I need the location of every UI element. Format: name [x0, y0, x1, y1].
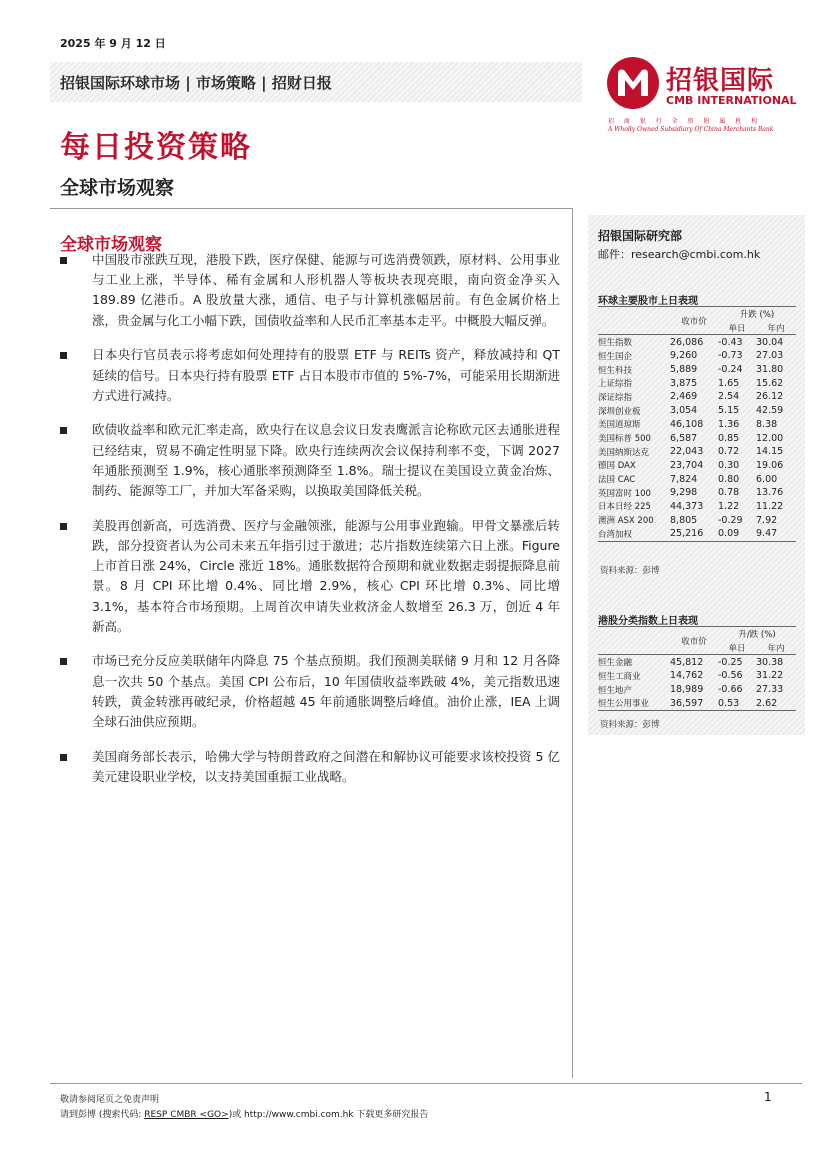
bullet-item: [60, 345, 560, 406]
day-change: 2.54: [718, 391, 740, 403]
index-name: 法国 CAC: [598, 475, 636, 486]
day-change: -0.29: [718, 514, 743, 526]
ytd-change: 12.00: [756, 432, 784, 444]
table-header-blank: [598, 627, 670, 641]
table-row: [598, 486, 796, 500]
bullet-square-icon: [60, 754, 67, 761]
day-change: -0.73: [718, 350, 743, 362]
ytd-change: 15.62: [756, 377, 784, 389]
bullet-text: 市场已充分反应美联储年内降息 75 个基点预期。我们预测美联储 9 月和 12 月各降息一次共 50 个基点。美国 CPI 公布后，10 年国债收益率跌破 4%，美元指数迅速转跌，黄金转涨再破纪录，价格超越 45 年前通胀调整后峰值。油价止涨，IEA 上调全球石油供应预期。: [92, 653, 560, 730]
table-row: [598, 376, 796, 390]
index-name: 上证综指: [598, 379, 633, 390]
table-header-ytd: 年内: [767, 643, 785, 654]
close-price: 6,587: [670, 432, 698, 444]
close-price: 45,812: [670, 656, 704, 668]
ytd-change: 31.22: [756, 670, 784, 682]
table-header-day: 单日: [728, 643, 746, 654]
index-name: 美国纳斯达克: [598, 447, 650, 458]
bullet-list: [60, 250, 560, 802]
bullet-text: 日本央行官员表示将考虑如何处理持有的股票 ETF 与 REITs 资产，释放减持和 QT 延续的信号。日本央行持有股票 ETF 占日本股市市值的 5%-7%，可能采用长期渐进方式进行减持。: [92, 347, 560, 403]
report-date: 2025 年 9 月 12 日: [60, 37, 166, 50]
index-name: 恒生科技: [598, 365, 633, 376]
ytd-change: 27.03: [756, 350, 784, 362]
close-price: 26,086: [670, 336, 704, 348]
research-dept: 招银国际研究部: [598, 229, 683, 243]
logo-english-name: CMB INTERNATIONAL: [666, 94, 797, 107]
hk-sectors-table: [598, 626, 796, 711]
table-row: [598, 335, 796, 349]
divider: [50, 208, 572, 209]
table-row: [598, 445, 796, 459]
day-change: 1.65: [718, 377, 740, 389]
day-change: 0.30: [718, 459, 740, 471]
close-price: 3,875: [670, 377, 698, 389]
table-row: [598, 513, 796, 527]
ytd-change: 42.59: [756, 405, 784, 417]
ytd-change: 2.62: [756, 697, 778, 709]
page-number: 1: [764, 1090, 772, 1104]
close-price: 23,704: [670, 459, 704, 471]
ytd-change: 9.47: [756, 528, 778, 540]
table-header-close: 收市价: [681, 316, 707, 327]
section-title: 全球市场观察: [60, 235, 162, 255]
day-change: 5.15: [718, 405, 740, 417]
table-row: [598, 669, 796, 683]
index-name: 恒生金融: [598, 658, 633, 669]
ytd-change: 7.92: [756, 514, 778, 526]
bullet-item: [60, 516, 560, 637]
bullet-text: 美股再创新高，可选消费、医疗与金融领涨，能源与公用事业跑输。甲骨文暴涨后转跌，部分投资者认为公司未来五年指引过于激进；芯片指数连续第六日上涨。Figure 上市首日涨 24%，Circle 涨近 18%。通胀数据符合预期和就业数据走弱提振降息前景。8 月 CPI 环比增 0.4%、同比增 2.9%，核心 CPI 环比增 0.3%、同比增 3.1%，基本符合市场预期。上周首次申请失业救济金人数增至 26.3 万，创近 4 年新高。: [92, 517, 560, 634]
index-name: 恒生国企: [598, 351, 633, 362]
ytd-change: 13.76: [756, 487, 784, 499]
index-name: 恒生公用事业: [598, 699, 650, 710]
day-change: 0.72: [718, 446, 740, 458]
bullet-item: [60, 420, 560, 501]
day-change: 0.09: [718, 528, 740, 540]
table-row: [598, 683, 796, 697]
index-name: 深圳创业板: [598, 406, 641, 417]
bullet-square-icon: [60, 523, 67, 530]
ytd-change: 11.22: [756, 500, 784, 512]
close-price: 36,597: [670, 697, 704, 709]
ytd-change: 30.38: [756, 656, 784, 668]
ytd-change: 6.00: [756, 473, 778, 485]
table-source: 资料来源：彭博: [600, 566, 660, 576]
day-change: 1.22: [718, 500, 740, 512]
table-header-blank: [598, 307, 670, 321]
logo-tagline-cn: 招 商 银 行 全 资 附 属 机 构: [608, 118, 762, 125]
close-price: 14,762: [670, 670, 704, 682]
index-name: 恒生地产: [598, 685, 633, 696]
footer-text: 请到彭博 (搜索代码:: [60, 1110, 145, 1120]
index-name: 美国标普 500: [598, 434, 651, 445]
table-header-day: 单日: [728, 323, 746, 334]
close-price: 44,373: [670, 500, 704, 512]
bullet-square-icon: [60, 658, 67, 665]
logo-chinese-name: 招银国际: [666, 66, 775, 96]
index-name: 恒生工商业: [598, 671, 641, 682]
table-row: [598, 655, 796, 669]
table-row: [598, 500, 796, 514]
index-name: 英国富时 100: [598, 488, 651, 499]
close-price: 22,043: [670, 446, 704, 458]
table-row: [598, 696, 796, 710]
bullet-item: [60, 651, 560, 732]
table-row: [598, 404, 796, 418]
footer-text: )或 http://www.cmbi.com.hk 下载更多研究报告: [228, 1110, 429, 1120]
ytd-change: 26.12: [756, 391, 784, 403]
day-change: 0.80: [718, 473, 740, 485]
ytd-change: 27.33: [756, 684, 784, 696]
table-header-close: 收市价: [681, 636, 707, 647]
close-price: 9,260: [670, 350, 698, 362]
close-price: 9,298: [670, 487, 698, 499]
bullet-text: 欧债收益率和欧元汇率走高，欧央行在议息会议日发表鹰派言论称欧元区去通胀进程已经结束，贸易不确定性明显下降。欧央行连续两次会议保持利率不变，下调 2027 年通胀预测至 1.9%，核心通胀率预测降至 1.8%。瑞士提议在美国设立黄金冶炼、制药、能源等工厂，并加大军备采购，以换取美国降低关税。: [92, 422, 560, 499]
day-change: 0.53: [718, 697, 740, 709]
bullet-item: [60, 250, 560, 331]
page-title: 每日投资策略: [60, 130, 252, 165]
day-change: 0.85: [718, 432, 740, 444]
footer-disclaimer: 敬请参阅尾页之免责声明: [60, 1095, 160, 1105]
table-header-blank: [598, 321, 670, 335]
index-name: 台湾加权: [598, 529, 633, 540]
ytd-change: 31.80: [756, 364, 784, 376]
index-name: 澳洲 ASX 200: [598, 516, 654, 527]
table-header-blank: [598, 641, 670, 655]
close-price: 25,216: [670, 528, 704, 540]
cmbi-emblem-icon: [606, 56, 660, 110]
table-source: 资料来源：彭博: [600, 720, 660, 730]
bullet-text: 美国商务部长表示，哈佛大学与特朗普政府之间潜在和解协议可能要求该校投资 5 亿美元建设职业学校，以支持美国重振工业战略。: [92, 748, 560, 784]
table-row: [598, 431, 796, 445]
ytd-change: 19.06: [756, 459, 784, 471]
day-change: -0.25: [718, 656, 743, 668]
breadcrumb: 招银国际环球市场 | 市场策略 | 招财日报: [60, 74, 332, 92]
column-divider: [572, 208, 573, 1078]
day-change: 0.78: [718, 487, 740, 499]
logo-tagline-en: A Wholly Owned Subsidiary Of China Merchants Bank: [608, 126, 774, 133]
day-change: -0.24: [718, 364, 743, 376]
bloomberg-code-link[interactable]: RESP CMBR <GO>: [144, 1110, 229, 1120]
table-header-change: 升跌 (%): [739, 309, 775, 320]
index-name: 恒生指数: [598, 338, 633, 349]
ytd-change: 30.04: [756, 336, 784, 348]
table-header-change: 升/跌 (%): [738, 629, 776, 640]
table-row: [598, 349, 796, 363]
day-change: -0.43: [718, 336, 743, 348]
footer-divider: [50, 1083, 802, 1084]
table-row: [598, 418, 796, 432]
close-price: 18,989: [670, 684, 704, 696]
bullet-square-icon: [60, 427, 67, 434]
table-row: [598, 527, 796, 541]
ytd-change: 14.15: [756, 446, 784, 458]
contact-email[interactable]: 邮件：research@cmbi.com.hk: [598, 248, 761, 261]
hk-sectors-table-title: 港股分类指数上日表现: [598, 616, 698, 627]
bullet-square-icon: [60, 257, 67, 264]
bullet-item: [60, 747, 560, 787]
table-row: [598, 363, 796, 377]
bullet-square-icon: [60, 352, 67, 359]
day-change: -0.66: [718, 684, 743, 696]
day-change: -0.56: [718, 670, 743, 682]
table-row: [598, 390, 796, 404]
table-header-ytd: 年内: [767, 323, 785, 334]
index-name: 日本日经 225: [598, 502, 651, 513]
bullet-text: 中国股市涨跌互现，港股下跌，医疗保健、能源与可选消费领跌，原材料、公用事业与工业上涨，半导体、稀有金属和人形机器人等板块表现亮眼，南向资金净买入 189.89 亿港币。A 股放量大涨，通信、电子与计算机涨幅居前。有色金属价格上涨，贵金属与化工小幅下跌，国债收益率和人民币汇率基本走平。中概股大幅反弹。: [92, 252, 560, 328]
cmbi-logo: [604, 56, 799, 136]
index-name: 德国 DAX: [598, 461, 636, 472]
page-subtitle: 全球市场观察: [60, 177, 175, 199]
close-price: 3,054: [670, 405, 698, 417]
global-markets-table-title: 环球主要股市上日表现: [598, 296, 698, 307]
index-name: 深证综指: [598, 392, 633, 403]
close-price: 2,469: [670, 391, 698, 403]
ytd-change: 8.38: [756, 418, 778, 430]
table-row: [598, 459, 796, 473]
index-name: 美国道琼斯: [598, 420, 641, 431]
close-price: 46,108: [670, 418, 704, 430]
close-price: 8,805: [670, 514, 698, 526]
close-price: 5,889: [670, 364, 698, 376]
close-price: 7,824: [670, 473, 698, 485]
day-change: 1.36: [718, 418, 740, 430]
table-row: [598, 472, 796, 486]
footer-download-note: [60, 1107, 428, 1120]
global-markets-table: [598, 306, 796, 542]
